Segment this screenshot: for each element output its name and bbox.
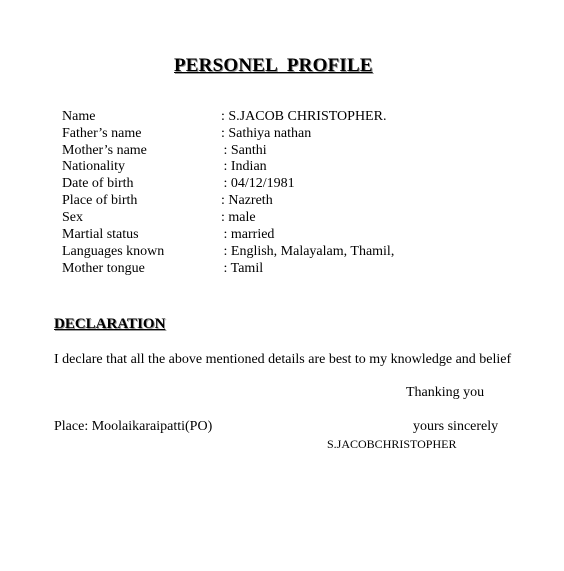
field-label: Father’s name xyxy=(62,126,142,141)
field-label: Sex xyxy=(62,210,83,225)
field-value: : English, Malayalam, Thamil, xyxy=(220,244,395,259)
field-label: Name xyxy=(62,109,96,124)
field-label: Languages known xyxy=(62,244,165,259)
declaration-heading: DECLARATION xyxy=(54,316,166,332)
field-value: : Nazreth xyxy=(221,193,273,208)
signature-name: S.JACOBCHRISTOPHER xyxy=(327,437,457,451)
place-text: Place: Moolaikaraipatti(PO) xyxy=(54,419,213,434)
field-value: : male xyxy=(221,210,256,225)
field-label: Date of birth xyxy=(62,176,134,191)
field-label: Mother tongue xyxy=(62,261,145,276)
thanking-text: Thanking you xyxy=(406,385,485,400)
field-label: Mother’s name xyxy=(62,143,147,158)
page-title: PERSONEL PROFILE xyxy=(174,55,373,76)
field-label: Nationality xyxy=(62,159,125,174)
field-value: : Sathiya nathan xyxy=(221,126,312,141)
field-label: Martial status xyxy=(62,227,139,242)
field-value: : Indian xyxy=(220,159,267,174)
closing-text: yours sincerely xyxy=(413,419,499,434)
field-value: : Tamil xyxy=(220,261,264,276)
field-value: : married xyxy=(220,227,275,242)
field-value: : S.JACOB CHRISTOPHER. xyxy=(221,109,387,124)
field-label: Place of birth xyxy=(62,193,138,208)
field-value: : Santhi xyxy=(220,143,267,158)
field-value: : 04/12/1981 xyxy=(220,176,295,191)
declaration-statement: I declare that all the above mentioned details are best to my knowledge and belief xyxy=(54,352,512,367)
